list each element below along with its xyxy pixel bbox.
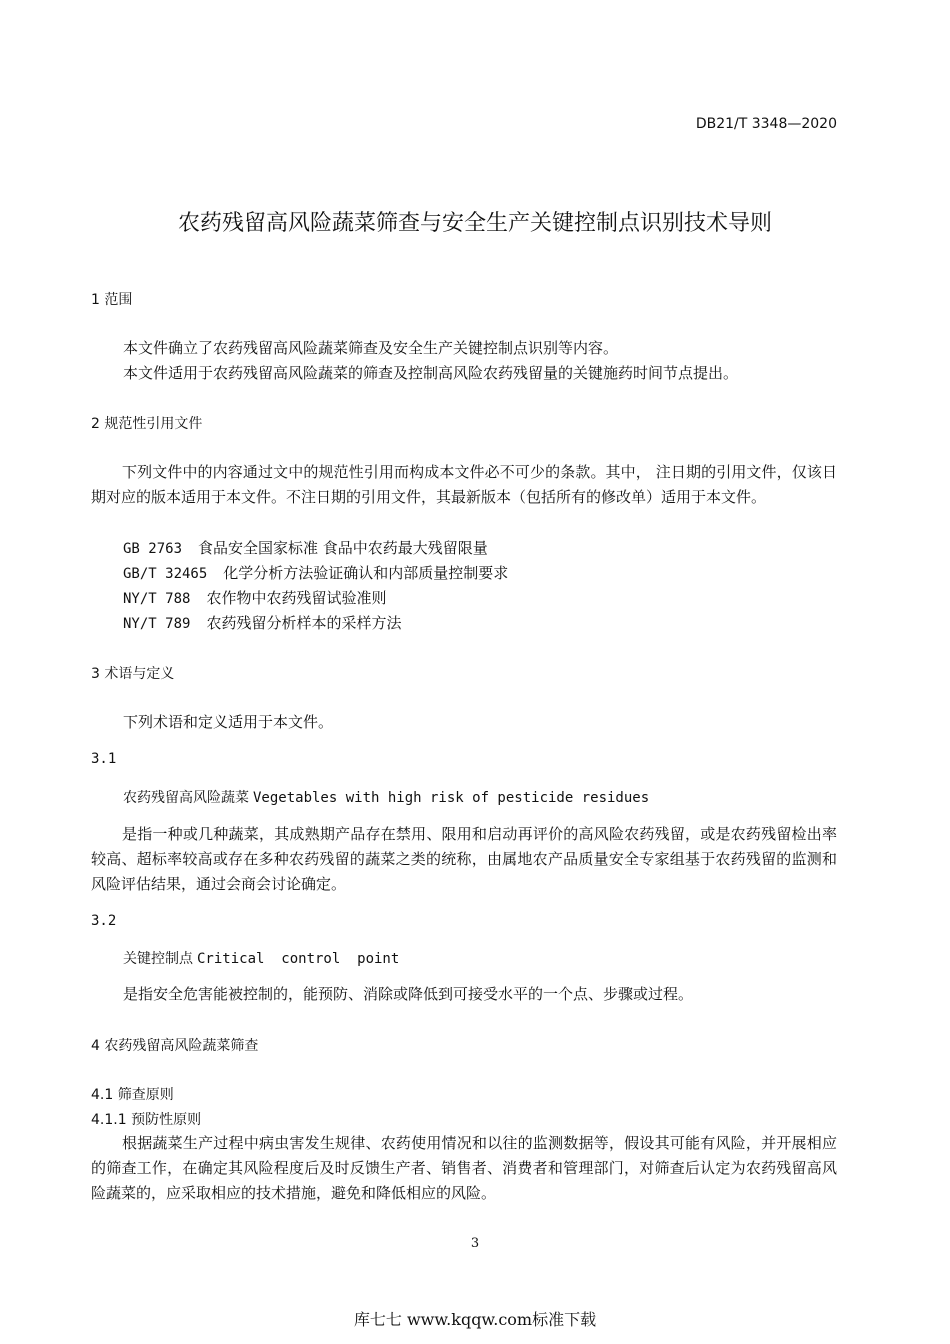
term-3-1-definition: 是指一种或几种蔬菜，其成熟期产品存在禁用、限用和启动再评价的高风险农药残留，或是农药残留检出率较高、超标率较高或存在多种农药残留的蔬菜之类的统称，由属地农产品质量安全专家组基于农药残留的监测和风险评估结果，通过会商会讨论确定。 xyxy=(91,825,837,893)
standard-number: DB21/T 3348—2020 xyxy=(695,116,837,132)
term-3-2-title xyxy=(123,948,399,968)
section-4-heading: 4 农药残留高风险蔬菜筛查 xyxy=(91,1038,259,1054)
term-3-1-title xyxy=(123,787,649,807)
term-chinese: 关键控制点 xyxy=(123,951,193,967)
subsection-4-1-1-heading: 4.1.1 预防性原则 xyxy=(91,1112,202,1128)
reference-code: GB 2763 xyxy=(123,541,183,557)
reference-item xyxy=(123,562,508,583)
reference-name: 化学分析方法验证确认和内部质量控制要求 xyxy=(223,564,509,582)
reference-code: NY/T 788 xyxy=(123,591,191,607)
section-3-heading: 3 术语与定义 xyxy=(91,666,175,682)
term-3-2-definition: 是指安全危害能被控制的，能预防、消除或降低到可接受水平的一个点、步骤或过程。 xyxy=(123,985,694,1003)
term-3-1-number: 3.1 xyxy=(91,751,117,767)
subsection-4-1-heading: 4.1 筛查原则 xyxy=(91,1087,174,1103)
reference-name: 农药残留分析样本的采样方法 xyxy=(206,614,402,632)
term-chinese: 农药残留高风险蔬菜 xyxy=(123,790,249,806)
reference-item xyxy=(123,612,401,633)
page-number: 3 xyxy=(470,1236,480,1251)
term-3-2-number: 3.2 xyxy=(91,913,117,929)
reference-item xyxy=(123,537,488,558)
section-2-intro: 下列文件中的内容通过文中的规范性引用而构成本文件必不可少的条款。其中， 注日期的引用文件，仅该日期对应的版本适用于本文件。不注日期的引用文件，其最新版本（包括所有的修改单）适用于本文件。 xyxy=(91,463,837,506)
reference-code: NY/T 789 xyxy=(123,616,191,632)
section-2-heading: 2 规范性引用文件 xyxy=(91,416,203,432)
section-1-paragraph-1: 本文件确立了农药残留高风险蔬菜筛查及安全生产关键控制点识别等内容。 xyxy=(123,339,619,357)
term-english: Critical control point xyxy=(197,951,400,967)
reference-name: 食品安全国家标准 食品中农药最大残留限量 xyxy=(198,539,488,557)
section-1-paragraph-2: 本文件适用于农药残留高风险蔬菜的筛查及控制高风险农药残留量的关键施药时间节点提出。 xyxy=(123,364,739,382)
term-english: Vegetables with high risk of pesticide residues xyxy=(253,790,650,806)
reference-code: GB/T 32465 xyxy=(123,566,208,582)
document-title: 农药残留高风险蔬菜筛查与安全生产关键控制点识别技术导则 xyxy=(177,211,772,236)
section-3-intro: 下列术语和定义适用于本文件。 xyxy=(123,713,334,731)
section-1-heading: 1 范围 xyxy=(91,292,133,308)
reference-item xyxy=(123,587,386,608)
section-4-paragraph: 根据蔬菜生产过程中病虫害发生规律、农药使用情况和以往的监测数据等，假设其可能有风险，并开展相应的筛查工作，在确定其风险程度后及时反馈生产者、销售者、消费者和管理部门，对筛查后认定为农药残留高风险蔬菜的，应采取相应的技术措施，避免和降低相应的风险。 xyxy=(91,1134,837,1202)
reference-name: 农作物中农药残留试验准则 xyxy=(206,589,387,607)
footer-watermark: 库七七 www.kqqw.com标准下载 xyxy=(353,1310,597,1329)
